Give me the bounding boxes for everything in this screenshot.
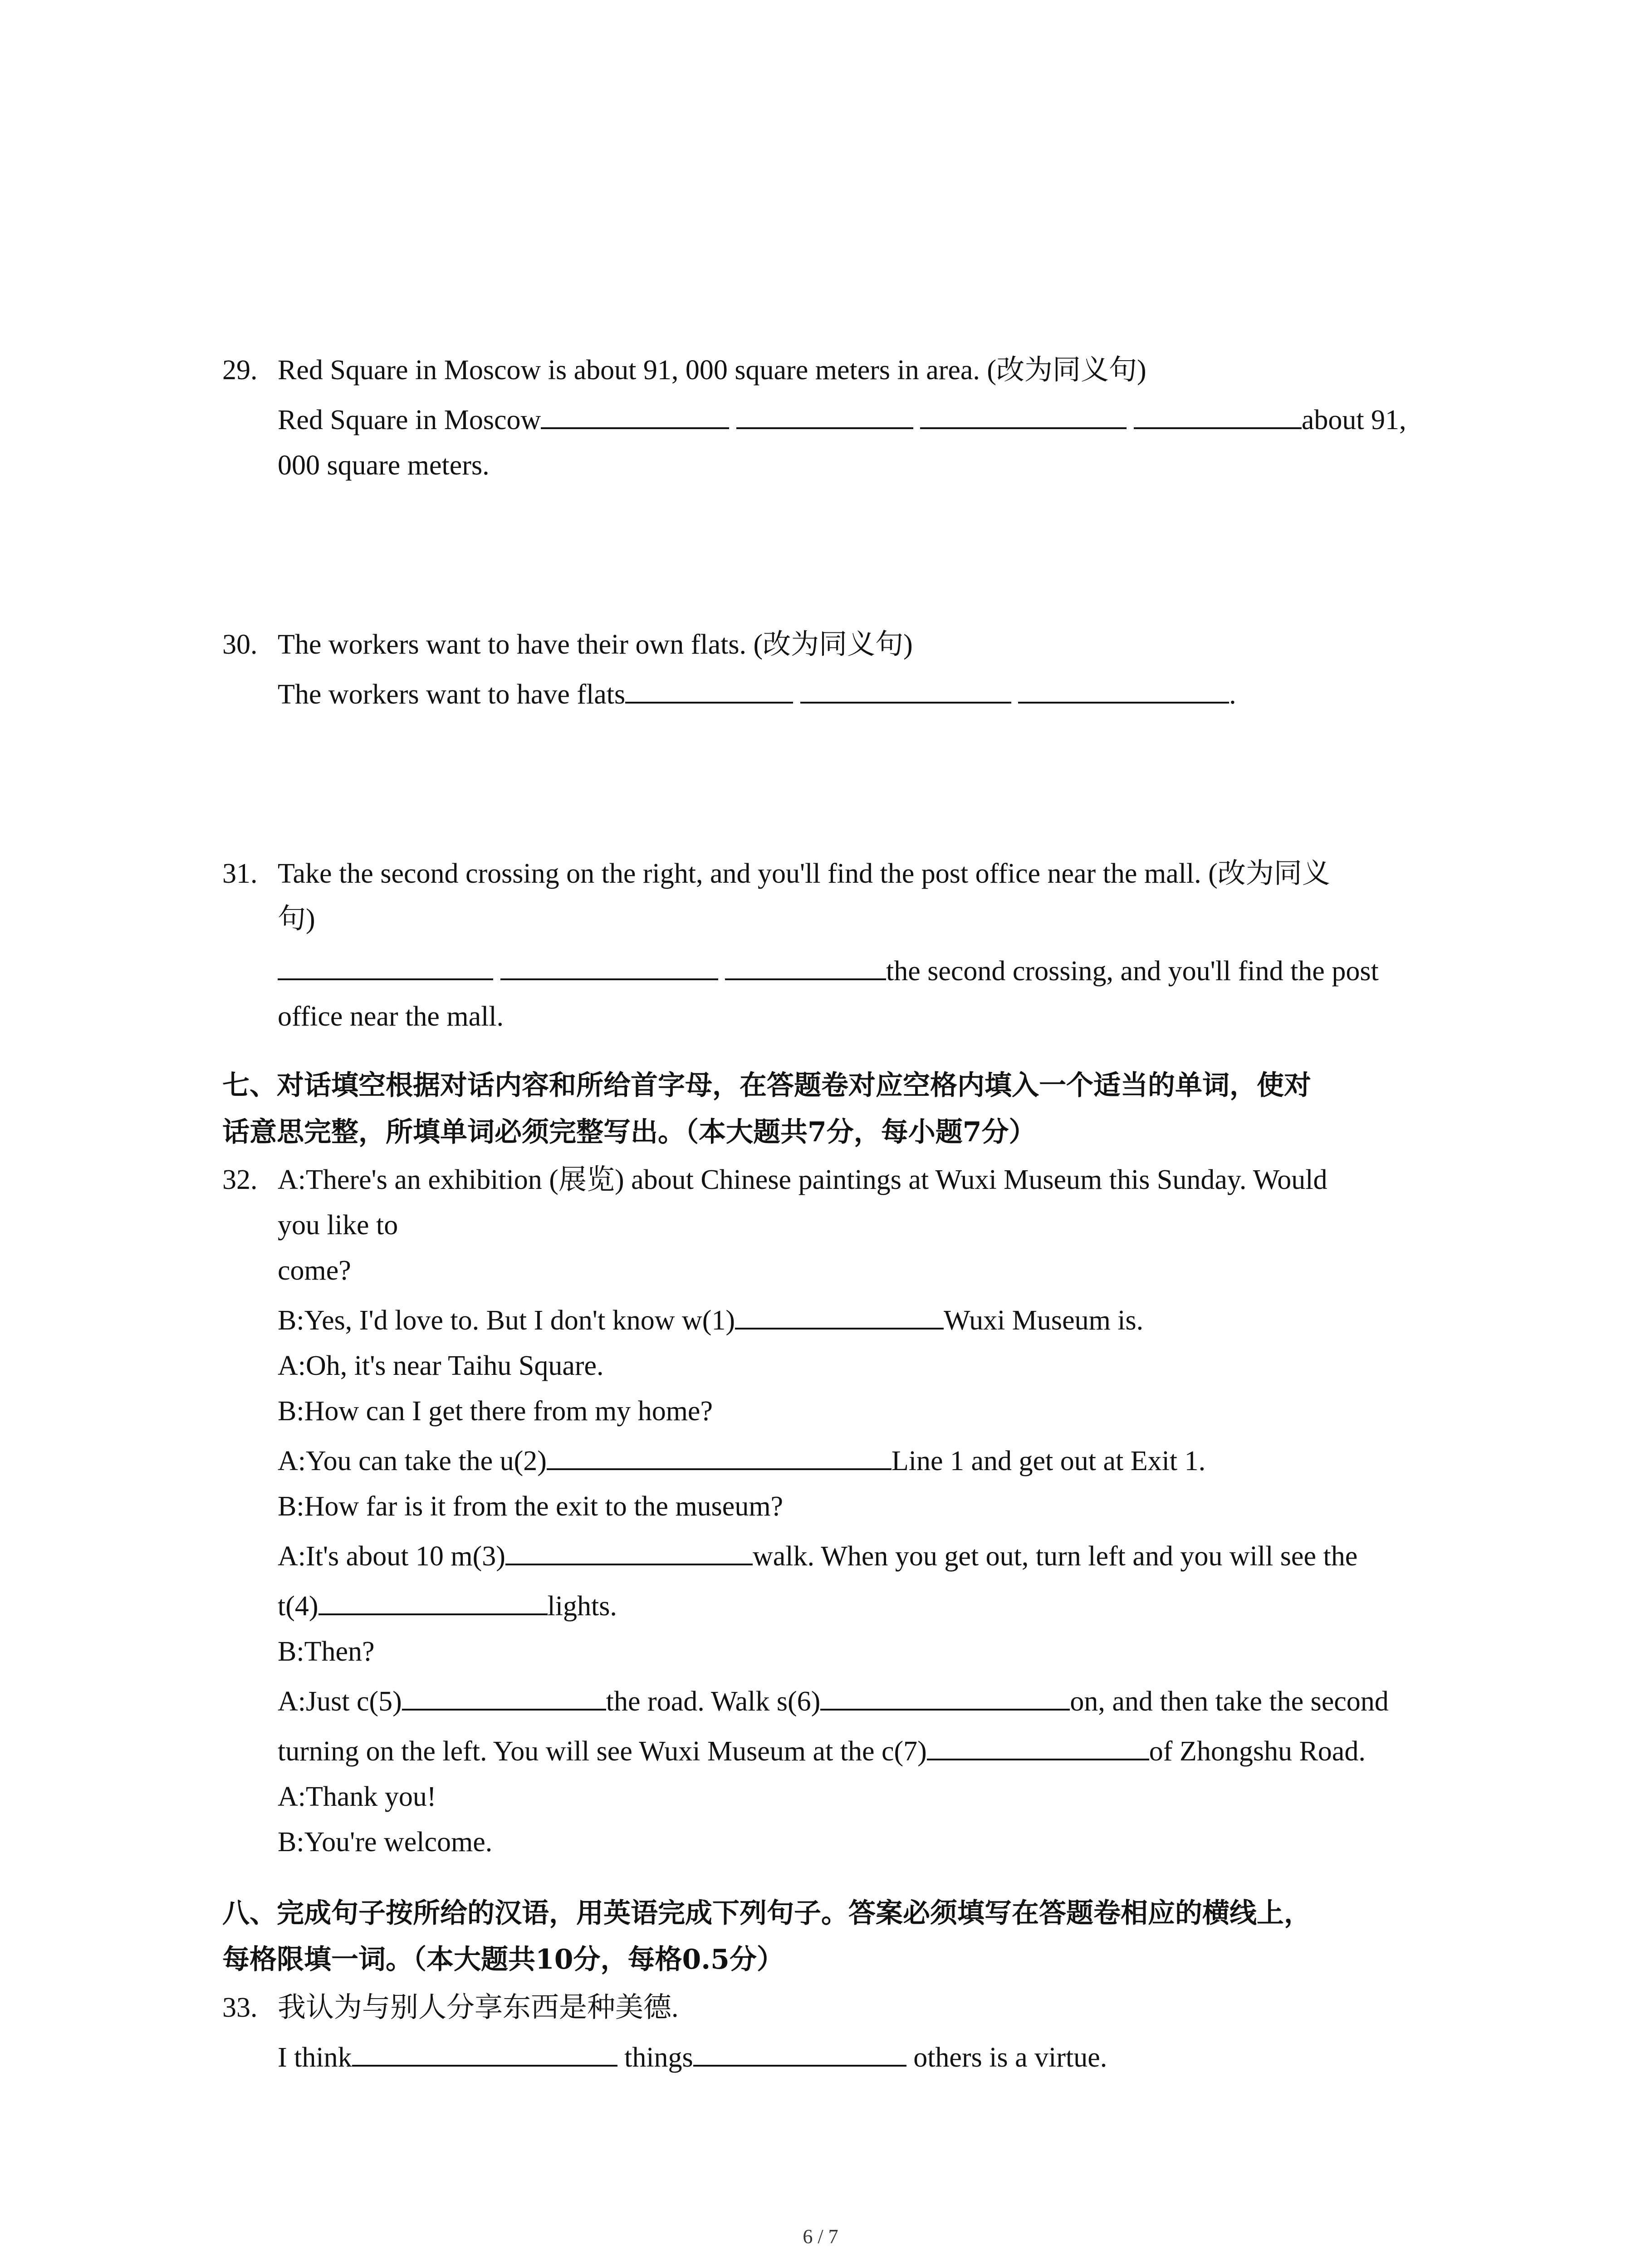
question-number: 31. bbox=[222, 858, 258, 889]
dialogue-line: A:Thank you! bbox=[278, 1781, 436, 1812]
answer-blank[interactable] bbox=[402, 1705, 606, 1711]
dialogue-line: A:There's an exhibition (展览) about Chinese paintings at Wuxi Museum this Sunday. Would bbox=[278, 1164, 1327, 1195]
answer-line bbox=[278, 957, 1379, 985]
dialogue-text: of Zhongshu Road. bbox=[1149, 1736, 1366, 1767]
page-number: 6 / 7 bbox=[803, 2225, 838, 2248]
answer-blank[interactable] bbox=[500, 975, 718, 980]
dialogue-line bbox=[278, 1447, 1205, 1475]
question-prompt: Red Square in Moscow is about 91, 000 square meters in area. (改为同义句) bbox=[278, 355, 1146, 386]
answer-line bbox=[278, 406, 1406, 434]
question-prompt-cont: 句) bbox=[278, 904, 315, 934]
answer-blank[interactable] bbox=[927, 1755, 1149, 1760]
question-number: 29. bbox=[222, 355, 258, 386]
question-prompt: Take the second crossing on the right, and you'll find the post office near the mall. (改为同义 bbox=[278, 858, 1330, 889]
dialogue-line: A:Oh, it's near Taihu Square. bbox=[278, 1350, 604, 1381]
dialogue-text: the road. Walk s(6) bbox=[606, 1686, 821, 1717]
answer-blank[interactable] bbox=[318, 1610, 548, 1615]
dialogue-text: B:Yes, I'd love to. But I don't know w(1) bbox=[278, 1305, 735, 1336]
answer-blank[interactable] bbox=[693, 2061, 906, 2067]
section-title: 话意思完整，所填单词必须完整写出。（本大题共7分，每小题7分） bbox=[222, 1116, 1036, 1148]
dialogue-text: lights. bbox=[547, 1591, 617, 1622]
dialogue-line: come? bbox=[278, 1255, 351, 1286]
answer-blank[interactable] bbox=[736, 424, 913, 429]
answer-text: I think bbox=[278, 2042, 352, 2073]
section-title: 七、对话填空根据对话内容和所给首字母，在答题卷对应空格内填入一个适当的单词，使对 bbox=[222, 1070, 1311, 1101]
dialogue-text: A:Just c(5) bbox=[278, 1686, 402, 1717]
answer-text: . bbox=[1229, 679, 1236, 710]
answer-blank[interactable] bbox=[505, 1560, 753, 1565]
answer-text: others is a virtue. bbox=[913, 2042, 1107, 2073]
dialogue-line: B:How far is it from the exit to the museum? bbox=[278, 1491, 784, 1522]
answer-blank[interactable] bbox=[800, 698, 1011, 704]
answer-text: Red Square in Moscow bbox=[278, 405, 541, 435]
answer-blank[interactable] bbox=[1018, 698, 1229, 704]
question-number: 30. bbox=[222, 629, 258, 660]
answer-text: office near the mall. bbox=[278, 1001, 504, 1032]
dialogue-line: you like to bbox=[278, 1210, 398, 1241]
answer-blank[interactable] bbox=[352, 2061, 617, 2067]
answer-blank[interactable] bbox=[278, 975, 493, 980]
dialogue-line: B:Then? bbox=[278, 1636, 375, 1667]
dialogue-line bbox=[278, 1306, 1143, 1334]
dialogue-text: A:You can take the u(2) bbox=[278, 1446, 547, 1476]
question-prompt: The workers want to have their own flats. (改为同义句) bbox=[278, 629, 913, 660]
dialogue-line bbox=[278, 1687, 1389, 1716]
answer-blank[interactable] bbox=[725, 975, 886, 980]
dialogue-line: B:You're welcome. bbox=[278, 1827, 493, 1857]
answer-blank[interactable] bbox=[541, 424, 729, 429]
answer-text: 000 square meters. bbox=[278, 450, 490, 481]
dialogue-text: t(4) bbox=[278, 1591, 318, 1622]
answer-text: the second crossing, and you'll find the post bbox=[886, 956, 1379, 987]
section-title: 每格限填一词。（本大题共10分，每格0.5分） bbox=[222, 1944, 784, 1975]
section-title: 八、完成句子按所给的汉语，用英语完成下列句子。答案必须填写在答题卷相应的横线上， bbox=[222, 1897, 1311, 1929]
answer-line bbox=[278, 680, 1236, 709]
dialogue-line bbox=[278, 1542, 1357, 1570]
answer-text: things bbox=[624, 2042, 693, 2073]
dialogue-line: B:How can I get there from my home? bbox=[278, 1396, 713, 1427]
answer-blank[interactable] bbox=[820, 1705, 1070, 1711]
question-number: 33. bbox=[222, 1992, 258, 2023]
dialogue-line bbox=[278, 1592, 617, 1620]
answer-blank[interactable] bbox=[735, 1324, 944, 1330]
dialogue-line bbox=[278, 1737, 1366, 1765]
answer-blank[interactable] bbox=[547, 1465, 892, 1470]
question-prompt: 我认为与别人分享东西是种美德. bbox=[278, 1992, 679, 2023]
question-number: 32. bbox=[222, 1164, 258, 1195]
dialogue-text: walk. When you get out, turn left and you will see the bbox=[752, 1541, 1358, 1572]
dialogue-text: Line 1 and get out at Exit 1. bbox=[891, 1446, 1206, 1476]
dialogue-text: turning on the left. You will see Wuxi Museum at the c(7) bbox=[278, 1736, 927, 1767]
answer-blank[interactable] bbox=[1134, 424, 1302, 429]
dialogue-text: Wuxi Museum is. bbox=[944, 1305, 1144, 1336]
answer-blank[interactable] bbox=[920, 424, 1127, 429]
dialogue-text: A:It's about 10 m(3) bbox=[278, 1541, 505, 1572]
answer-blank[interactable] bbox=[625, 698, 793, 704]
answer-text: about 91, bbox=[1301, 405, 1406, 435]
answer-text: The workers want to have flats bbox=[278, 679, 626, 710]
answer-line bbox=[278, 2043, 1107, 2072]
dialogue-text: on, and then take the second bbox=[1070, 1686, 1389, 1717]
